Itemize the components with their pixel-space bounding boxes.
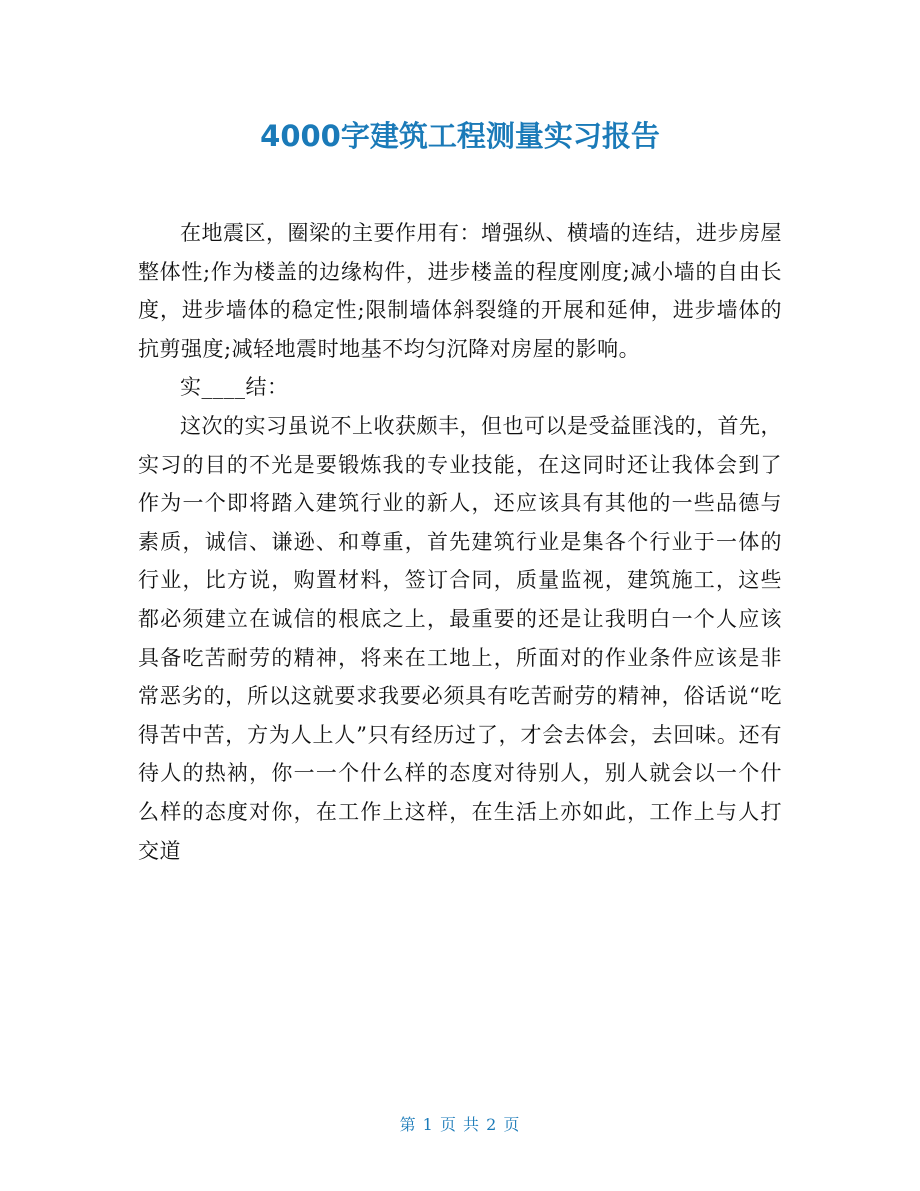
page-number-footer: 第 1 页 共 2 页 [399, 1115, 521, 1134]
paragraph-summary-heading: 实____结： [180, 375, 289, 400]
paragraph-ring-beam: 在地震区，圈梁的主要作用有：增强纵、横墙的连结，进步房屋整体性;作为楼盖的边缘构件，进步楼盖的程度刚度;减小墙的自由长度，进步墙体的稳定性;限制墙体斜裂缝的开展和延伸，进步墙体的抗剪强度;减轻地震时地基不均匀沉降对房屋的影响。 [138, 221, 782, 361]
paragraph-internship-summary: 这次的实习虽说不上收获颇丰，但也可以是受益匪浅的，首先，实习的目的不光是要锻炼我的专业技能，在这同时还让我体会到了作为一个即将踏入建筑行业的新人，还应该具有其他的一些品德与素质，诚信、谦逊、和尊重，首先建筑行业是集各个行业于一体的行业，比方说，购置材料，签订合同，质量监视，建筑施工，这些都必须建立在诚信的根底之上，最重要的还是让我明白一个人应该具备吃苦耐劳的精神，将来在工地上，所面对的作业条件应该是非常恶劣的，所以这就要求我要必须具有吃苦耐劳的精神，俗话说“吃得苦中苦，方为人上人”只有经历过了，才会去体会，去回味。还有待人的热衲，你一一个什么样的态度对待别人，别人就会以一个什么样的态度对你，在工作上这样，在生活上亦如此，工作上与人打交道 [138, 413, 782, 863]
document-body [138, 214, 782, 870]
document-title: 4000字建筑工程测量实习报告 [260, 119, 660, 153]
